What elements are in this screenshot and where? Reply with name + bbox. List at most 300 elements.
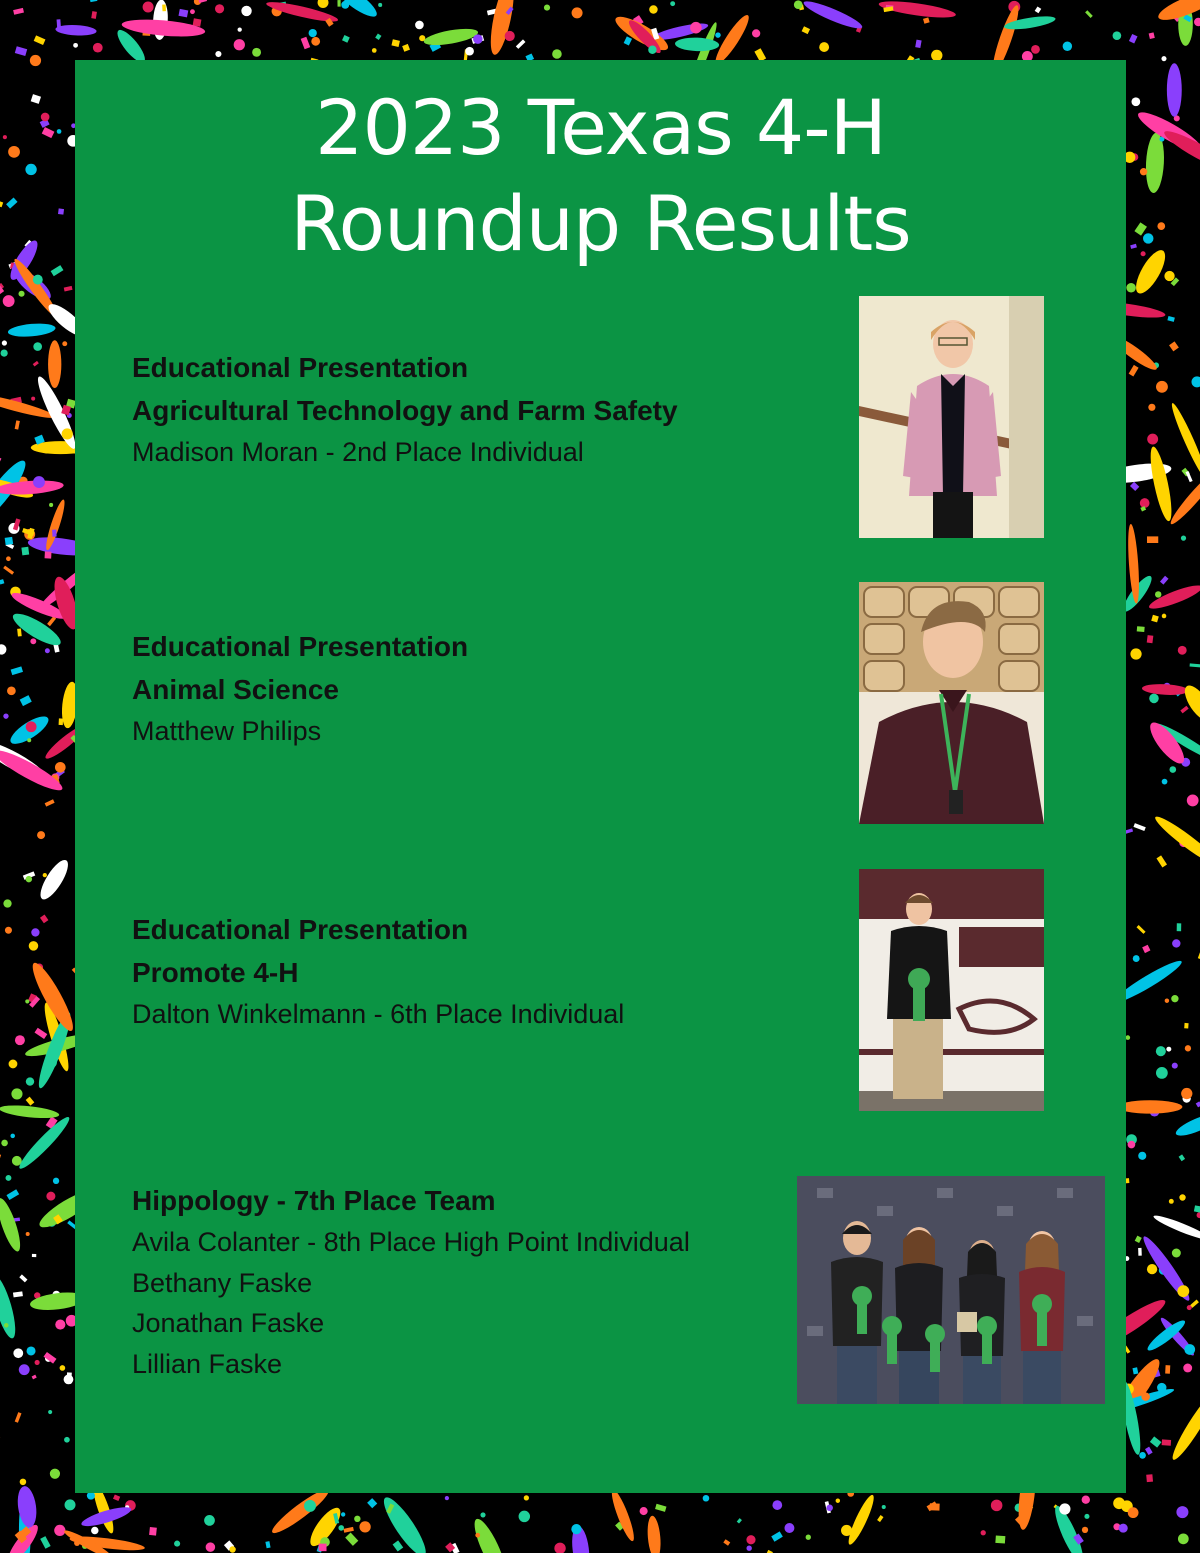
confetti-piece (4, 1323, 9, 1328)
page-title (75, 80, 1126, 272)
confetti-piece (737, 1518, 742, 1523)
confetti-piece (19, 1364, 30, 1375)
confetti-piece (1142, 683, 1189, 696)
confetti-piece (469, 1515, 511, 1553)
section-heading: Hippology - 7th Place Team (132, 1185, 496, 1216)
confetti-piece (1167, 316, 1174, 322)
confetti-piece (3, 135, 7, 139)
confetti-piece (113, 1495, 120, 1502)
confetti-piece (1161, 56, 1166, 61)
confetti-piece (40, 1536, 50, 1549)
confetti-piece (40, 915, 48, 924)
confetti-piece (26, 876, 32, 882)
confetti-piece (37, 831, 45, 839)
confetti-piece (1137, 925, 1146, 934)
confetti-piece (30, 638, 36, 644)
confetti-piece (1185, 1045, 1191, 1051)
confetti-piece (1131, 246, 1171, 297)
confetti-piece (378, 3, 382, 7)
confetti-piece (343, 1527, 353, 1533)
confetti-piece (1134, 222, 1147, 235)
confetti-piece (1149, 694, 1159, 704)
confetti-piece (391, 39, 399, 47)
confetti-piece (178, 9, 188, 18)
confetti-piece (34, 1028, 47, 1039)
confetti-piece (32, 1375, 37, 1380)
entry-text: Avila Colanter - 8th Place High Point Individual (132, 1227, 690, 1257)
confetti-piece (17, 628, 22, 636)
confetti-piece (32, 1254, 36, 1257)
confetti-piece (2, 340, 7, 345)
confetti-piece (1126, 524, 1141, 604)
confetti-piece (59, 718, 64, 725)
confetti-piece (624, 36, 632, 45)
confetti-piece (841, 1525, 852, 1536)
confetti-piece (877, 1515, 883, 1522)
confetti-piece (41, 113, 50, 122)
confetti-piece (18, 291, 24, 297)
confetti-piece (486, 0, 518, 56)
confetti-piece (46, 1192, 55, 1201)
confetti-piece (608, 1488, 637, 1543)
confetti-piece (3, 295, 15, 307)
confetti-piece (465, 47, 474, 56)
confetti-piece (655, 1504, 666, 1512)
confetti-piece (48, 340, 61, 388)
confetti-piece (1, 1140, 8, 1147)
section-heading: Educational Presentation (132, 631, 469, 662)
confetti-piece (1130, 648, 1141, 659)
confetti-piece (1178, 1533, 1189, 1544)
confetti-piece (26, 1097, 35, 1106)
confetti-piece (361, 6, 367, 12)
confetti-piece (241, 6, 251, 16)
confetti-piece (794, 0, 803, 9)
confetti-piece (26, 1232, 30, 1236)
results-panel (75, 60, 1126, 1493)
confetti-piece (1168, 1389, 1200, 1463)
confetti-piece (215, 51, 221, 57)
confetti-piece (1176, 1506, 1188, 1518)
section-subheading: Promote 4-H (132, 957, 299, 988)
confetti-piece (445, 1496, 449, 1500)
confetti-piece (36, 856, 73, 903)
confetti-piece (1138, 1152, 1146, 1160)
confetti-piece (1166, 1047, 1171, 1052)
confetti-piece (1132, 1367, 1138, 1374)
confetti-piece (1131, 97, 1140, 106)
confetti-piece (62, 428, 73, 439)
confetti-piece (174, 1541, 180, 1547)
confetti-piece (524, 1495, 529, 1500)
confetti-piece (1113, 1497, 1125, 1509)
confetti-piece (341, 1512, 345, 1516)
confetti-piece (771, 1531, 783, 1541)
confetti-piece (62, 341, 67, 346)
section-promote-4h (132, 908, 624, 1035)
confetti-piece (752, 29, 760, 37)
confetti-piece (772, 1500, 782, 1510)
title-line-1: 2023 Texas 4-H (315, 83, 886, 172)
confetti-piece (50, 1469, 60, 1479)
confetti-piece (45, 648, 50, 653)
confetti-piece (1149, 32, 1155, 39)
confetti-piece (13, 1291, 23, 1297)
confetti-piece (26, 721, 37, 732)
confetti-piece (703, 1495, 710, 1502)
confetti-piece (26, 1077, 34, 1085)
confetti-piece (64, 1437, 70, 1443)
confetti-piece (1191, 376, 1200, 387)
confetti-piece (13, 1348, 23, 1358)
confetti-piece (0, 579, 4, 584)
confetti-piece (1156, 1046, 1166, 1056)
confetti-piece (1128, 1141, 1136, 1149)
confetti-piece (55, 762, 66, 773)
confetti-piece (31, 928, 39, 936)
confetti-piece (882, 1505, 886, 1509)
confetti-piece (0, 644, 6, 654)
confetti-piece (802, 26, 810, 34)
section-heading: Educational Presentation (132, 352, 469, 383)
confetti-piece (149, 1527, 157, 1536)
confetti-piece (1164, 271, 1174, 281)
confetti-piece (1150, 1436, 1162, 1447)
confetti-piece (1186, 471, 1193, 482)
confetti-piece (215, 4, 224, 13)
confetti-piece (1156, 855, 1167, 867)
confetti-piece (301, 37, 311, 50)
girl-portrait-photo (859, 296, 1044, 538)
confetti-piece (65, 1499, 76, 1510)
confetti-piece (55, 1320, 65, 1330)
confetti-piece (8, 146, 20, 158)
confetti-piece (1156, 1067, 1168, 1079)
confetti-piece (1140, 498, 1150, 508)
confetti-piece (5, 927, 12, 934)
confetti-piece (415, 21, 424, 30)
confetti-piece (378, 1493, 432, 1553)
confetti-piece (252, 48, 261, 57)
confetti-piece (1142, 945, 1150, 953)
confetti-piece (64, 1375, 74, 1385)
confetti-piece (21, 547, 29, 556)
confetti-piece (27, 738, 31, 742)
entry-text: Madison Moran - 2nd Place Individual (132, 437, 584, 467)
confetti-piece (19, 1274, 27, 1282)
confetti-piece (73, 43, 78, 48)
confetti-piece (1162, 1439, 1172, 1445)
section-hippology (132, 1179, 690, 1384)
confetti-piece (318, 0, 329, 8)
confetti-piece (0, 201, 3, 207)
confetti-piece (9, 1060, 18, 1069)
confetti-piece (1152, 1212, 1200, 1243)
confetti-piece (49, 503, 53, 507)
confetti-piece (402, 44, 410, 52)
confetti-piece (1179, 1194, 1185, 1200)
confetti-piece (1085, 10, 1093, 18)
confetti-piece (1169, 1199, 1174, 1204)
confetti-piece (554, 1543, 565, 1553)
confetti-piece (552, 49, 562, 59)
confetti-piece (0, 1274, 20, 1341)
confetti-piece (345, 1533, 358, 1546)
confetti-piece (1169, 341, 1179, 351)
confetti-piece (1082, 1496, 1090, 1504)
confetti-piece (1147, 581, 1200, 612)
confetti-piece (1168, 401, 1200, 480)
confetti-piece (7, 686, 16, 695)
confetti-piece (1173, 1110, 1200, 1140)
confetti-piece (1187, 1305, 1192, 1310)
confetti-piece (35, 1360, 40, 1365)
confetti-piece (11, 1088, 22, 1099)
confetti-piece (1031, 45, 1040, 54)
confetti-piece (1133, 823, 1145, 831)
confetti-piece (31, 397, 35, 401)
confetti-piece (640, 1507, 648, 1515)
confetti-piece (1172, 1249, 1181, 1258)
confetti-piece (1117, 1100, 1182, 1113)
section-subheading: Agricultural Technology and Farm Safety (132, 395, 678, 426)
confetti-piece (55, 24, 97, 36)
confetti-piece (3, 713, 8, 718)
confetti-piece (5, 1175, 11, 1181)
confetti-piece (20, 695, 32, 706)
confetti-piece (1125, 1035, 1130, 1040)
confetti-piece (715, 32, 721, 38)
confetti-piece (1063, 42, 1072, 51)
confetti-piece (1151, 615, 1159, 623)
confetti-piece (341, 1, 349, 9)
confetti-piece (1138, 1248, 1142, 1256)
confetti-piece (91, 11, 97, 19)
confetti-piece (48, 1410, 52, 1414)
confetti-piece (198, 0, 207, 3)
confetti-piece (354, 1516, 360, 1522)
confetti-piece (519, 1511, 530, 1522)
entry-text: Dalton Winkelmann - 6th Place Individual (132, 999, 625, 1029)
confetti-piece (393, 1540, 404, 1551)
confetti-piece (1129, 34, 1138, 44)
confetti-piece (1146, 445, 1175, 522)
confetti-piece (43, 873, 47, 877)
confetti-piece (572, 7, 583, 18)
confetti-piece (1180, 706, 1188, 714)
confetti-piece (304, 1500, 316, 1512)
confetti-piece (480, 1512, 485, 1517)
confetti-piece (826, 1505, 833, 1512)
confetti-piece (6, 1189, 19, 1200)
confetti-piece (690, 22, 702, 34)
confetti-piece (10, 1134, 15, 1139)
confetti-piece (1169, 766, 1176, 773)
confetti-piece (1155, 0, 1200, 25)
confetti-piece (6, 556, 11, 561)
confetti-piece (1167, 63, 1182, 116)
confetti-piece (47, 616, 56, 626)
confetti-piece (646, 1515, 662, 1553)
confetti-piece (90, 0, 98, 2)
confetti-piece (7, 322, 56, 339)
confetti-piece (1162, 779, 1168, 785)
confetti-piece (1147, 536, 1158, 543)
confetti-piece (711, 12, 753, 67)
confetti-piece (375, 34, 381, 40)
confetti-piece (58, 208, 64, 214)
confetti-piece (143, 1, 154, 12)
confetti-piece (5, 537, 14, 545)
confetti-piece (0, 455, 1, 466)
confetti-piece (1128, 1507, 1139, 1518)
confetti-piece (3, 899, 11, 907)
confetti-piece (33, 342, 42, 351)
confetti-piece (15, 1412, 22, 1423)
confetti-piece (1196, 1101, 1200, 1107)
confetti-piece (338, 1525, 344, 1531)
confetti-piece (1133, 955, 1140, 962)
confetti-piece (372, 48, 377, 53)
confetti-piece (21, 406, 26, 411)
confetti-piece (1179, 1154, 1186, 1161)
confetti-piece (1126, 283, 1136, 293)
confetti-piece (1148, 404, 1155, 411)
confetti-piece (746, 1545, 751, 1550)
confetti-piece (1130, 244, 1137, 249)
confetti-piece (25, 164, 36, 175)
confetti-piece (1177, 923, 1182, 931)
entry-text: Matthew Philips (132, 716, 322, 746)
confetti-piece (571, 1524, 581, 1534)
confetti-piece (806, 1535, 811, 1540)
confetti-piece (1190, 663, 1200, 667)
confetti-piece (648, 45, 656, 53)
confetti-piece (475, 1533, 480, 1538)
confetti-piece (57, 129, 62, 134)
confetti-piece (15, 1035, 25, 1045)
confetti-piece (6, 197, 17, 208)
confetti-piece (359, 1521, 370, 1532)
confetti-piece (1194, 18, 1200, 27)
confetti-piece (45, 551, 52, 558)
confetti-piece (44, 1352, 57, 1364)
confetti-piece (367, 1498, 377, 1508)
entry-text: Jonathan Faske (132, 1308, 325, 1338)
confetti-piece (1137, 626, 1145, 632)
confetti-piece (1187, 795, 1199, 807)
confetti-piece (31, 94, 41, 104)
confetti-piece (1183, 1364, 1192, 1373)
confetti-piece (64, 286, 73, 292)
confetti-piece (516, 39, 526, 48)
confetti-piece (0, 1153, 1, 1164)
confetti-piece (1181, 1088, 1192, 1099)
confetti-piece (1119, 1524, 1128, 1533)
confetti-piece (54, 1525, 65, 1536)
confetti-piece (1178, 646, 1187, 655)
confetti-piece (33, 361, 39, 367)
confetti-piece (473, 34, 483, 44)
confetti-piece (27, 1346, 36, 1355)
confetti-piece (505, 31, 515, 41)
confetti-piece (784, 1523, 794, 1533)
confetti-piece (206, 1542, 215, 1551)
confetti-piece (1147, 434, 1158, 445)
confetti-piece (265, 1541, 270, 1548)
section-heading: Educational Presentation (132, 914, 469, 945)
confetti-piece (42, 127, 55, 138)
confetti-piece (91, 1527, 98, 1534)
confetti-piece (801, 0, 864, 33)
confetti-piece (1165, 1365, 1170, 1374)
confetti-piece (981, 1530, 986, 1535)
confetti-piece (1139, 1452, 1146, 1459)
confetti-piece (1184, 1023, 1188, 1029)
confetti-piece (670, 1, 675, 6)
confetti-piece (311, 37, 320, 46)
confetti-piece (162, 5, 166, 12)
confetti-piece (819, 42, 829, 52)
confetti-piece (723, 1539, 730, 1546)
title-line-2: Roundup Results (290, 179, 911, 268)
confetti-piece (13, 8, 24, 15)
confetti-piece (544, 4, 550, 10)
confetti-piece (1130, 482, 1139, 491)
confetti-piece (1157, 222, 1165, 230)
confetti-piece (1, 349, 8, 356)
confetti-piece (53, 1178, 59, 1184)
confetti-piece (1156, 381, 1168, 393)
confetti-piece (1147, 635, 1154, 643)
confetti-piece (1197, 1212, 1200, 1218)
confetti-piece (238, 27, 242, 31)
confetti-piece (1160, 576, 1169, 585)
confetti-piece (342, 35, 350, 43)
confetti-piece (1184, 1344, 1195, 1355)
boy-portrait-photo (859, 582, 1044, 824)
team-photo (797, 1176, 1105, 1404)
confetti-piece (309, 29, 317, 37)
confetti-piece (52, 529, 57, 536)
confetti-piece (1181, 535, 1186, 540)
confetti-piece (746, 1535, 755, 1544)
confetti-piece (991, 1500, 1003, 1512)
confetti-piece (15, 1113, 73, 1172)
confetti-piece (20, 1479, 27, 1486)
confetti-piece (1082, 1527, 1088, 1533)
confetti-piece (29, 941, 39, 951)
confetti-piece (234, 39, 245, 50)
confetti-piece (1155, 591, 1161, 597)
confetti-piece (1141, 251, 1146, 256)
confetti-piece (923, 17, 930, 23)
confetti-piece (836, 1499, 840, 1503)
confetti-piece (1113, 31, 1122, 40)
confetti-piece (1194, 1205, 1200, 1213)
confetti-piece (93, 43, 103, 53)
entry-text: Lillian Faske (132, 1348, 283, 1379)
confetti-piece (11, 666, 23, 675)
confetti-piece (1172, 939, 1180, 947)
confetti-piece (229, 1546, 235, 1552)
confetti-piece (1145, 1447, 1153, 1455)
confetti-piece (1059, 1503, 1070, 1514)
confetti-piece (337, 0, 340, 7)
confetti-piece (1146, 1474, 1153, 1482)
confetti-piece (204, 1515, 215, 1526)
confetti-piece (1084, 1514, 1089, 1519)
